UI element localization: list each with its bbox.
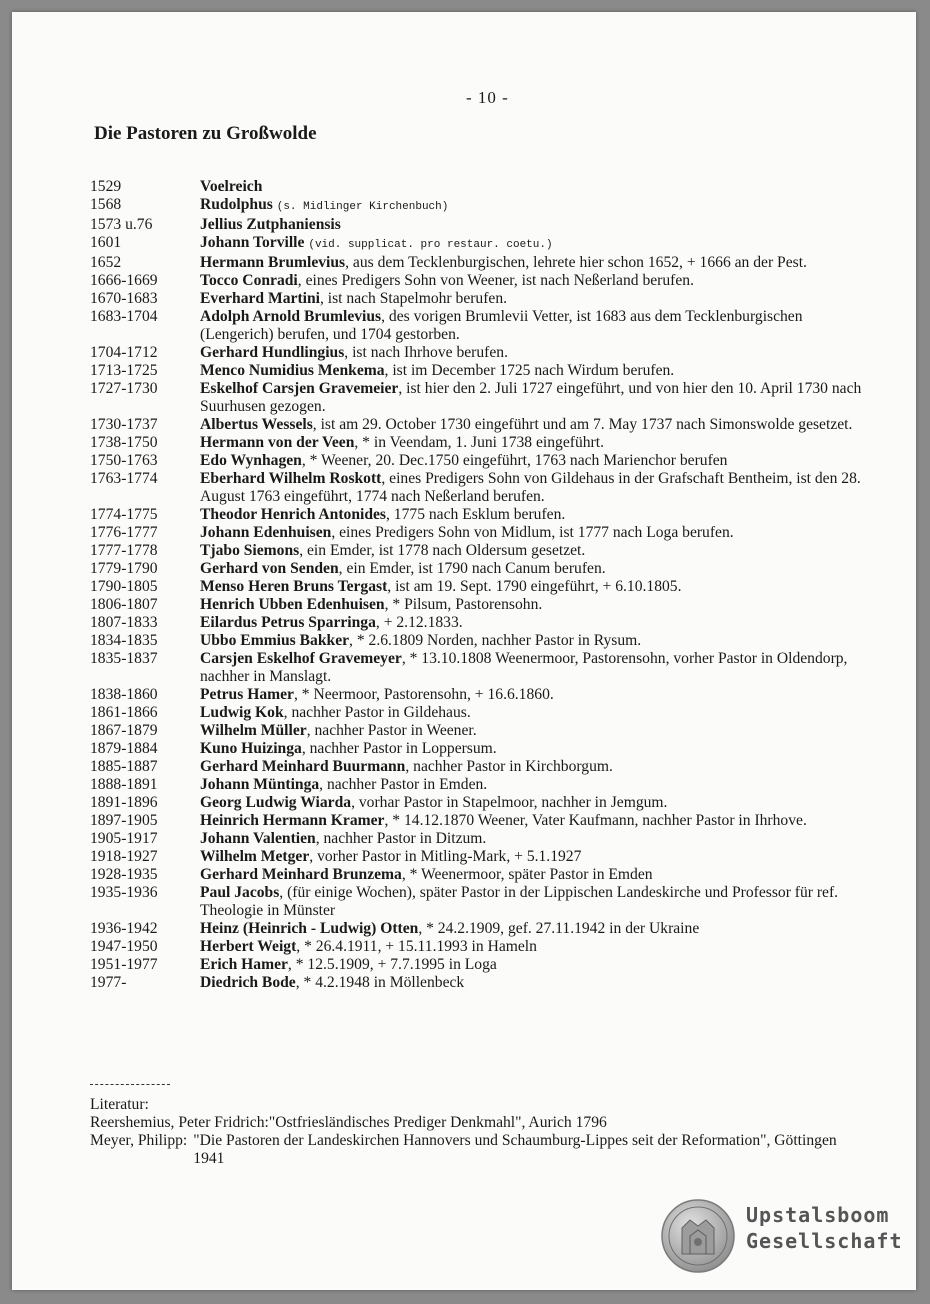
pastor-name: Johann Valentien xyxy=(200,830,316,847)
pastor-name: Adolph Arnold Brumlevius xyxy=(200,308,382,325)
pastor-name: Albertus Wessels xyxy=(200,416,313,433)
pastor-entry xyxy=(90,920,870,938)
pastor-name: Gerhard Meinhard Brunzema xyxy=(200,866,402,883)
document-page xyxy=(12,12,916,1290)
pastor-list xyxy=(90,178,870,992)
entry-text xyxy=(200,416,870,434)
pastor-entry xyxy=(90,272,870,290)
pastor-name: Voelreich xyxy=(200,178,263,195)
pastor-name: Kuno Huizinga xyxy=(200,740,302,757)
seal-icon xyxy=(660,1198,736,1274)
pastor-name: Wilhelm Müller xyxy=(200,722,307,739)
entry-text xyxy=(200,938,870,956)
entry-text xyxy=(200,272,870,290)
pastor-name: Johann Edenhuisen xyxy=(200,524,332,541)
pastor-name: Menco Numidius Menkema xyxy=(200,362,385,379)
entry-years: 1730-1737 xyxy=(90,416,158,433)
entry-text xyxy=(200,578,870,596)
entry-description: , * 13.10.1808 Weenermoor, Pastorensohn, vorher Pastor in Oldendorp, nachher in Manslagt. xyxy=(200,650,848,685)
pastor-entry xyxy=(90,506,870,524)
entry-years: 1891-1896 xyxy=(90,794,158,811)
entry-description: , vorhar Pastor in Stapelmoor, nachher in Jemgum. xyxy=(351,794,668,811)
entry-years: 1935-1936 xyxy=(90,884,158,901)
pastor-entry xyxy=(90,776,870,794)
entry-description: , nachher Pastor in Gildehaus. xyxy=(283,704,471,721)
pastor-name: Wilhelm Metger xyxy=(200,848,310,865)
pastor-name: Eberhard Wilhelm Roskott xyxy=(200,470,382,487)
entry-text xyxy=(200,848,870,866)
logo-line-1: Upstalsboom xyxy=(746,1203,890,1227)
pastor-name: Menso Heren Bruns Tergast xyxy=(200,578,388,595)
pastor-name: Georg Ludwig Wiarda xyxy=(200,794,352,811)
entry-text xyxy=(200,560,870,578)
pastor-entry xyxy=(90,290,870,308)
pastor-entry xyxy=(90,740,870,758)
pastor-name: Gerhard von Senden xyxy=(200,560,339,577)
entry-description: , * Neermoor, Pastorensohn, + 16.6.1860. xyxy=(293,686,554,703)
pastor-name: Heinz (Heinrich - Ludwig) Otten xyxy=(200,920,419,937)
entry-text xyxy=(200,866,870,884)
entry-description: , + 2.12.1833. xyxy=(375,614,463,631)
entry-text xyxy=(200,722,870,740)
pastor-entry xyxy=(90,560,870,578)
entry-text xyxy=(200,686,870,704)
pastor-entry xyxy=(90,722,870,740)
entry-description: , nachher Pastor in Weener. xyxy=(306,722,477,739)
reference-item xyxy=(90,1114,870,1132)
entry-text xyxy=(200,524,870,542)
entry-years: 1774-1775 xyxy=(90,506,158,523)
pastor-entry xyxy=(90,524,870,542)
entry-years: 1835-1837 xyxy=(90,650,158,667)
entry-years: 1652 xyxy=(90,254,122,271)
pastor-entry xyxy=(90,650,870,686)
entry-description: , aus dem Tecklenburgischen, lehrete hier schon 1652, + 1666 an der Pest. xyxy=(345,254,807,271)
entry-description: , ein Emder, ist 1790 nach Canum berufen. xyxy=(338,560,606,577)
entry-years: 1905-1917 xyxy=(90,830,158,847)
pastor-entry xyxy=(90,470,870,506)
entry-description: , ist nach Stapelmohr berufen. xyxy=(319,290,508,307)
entry-years: 1834-1835 xyxy=(90,632,158,649)
pastor-name: Heinrich Hermann Kramer xyxy=(200,812,385,829)
pastor-name: Theodor Henrich Antonides xyxy=(200,506,386,523)
entry-description: , * in Veendam, 1. Juni 1738 eingeführt. xyxy=(354,434,604,451)
pastor-entry xyxy=(90,434,870,452)
entry-years: 1936-1942 xyxy=(90,920,158,937)
literature-heading: Literatur: xyxy=(90,1096,149,1113)
entry-text xyxy=(200,776,870,794)
pastor-entry xyxy=(90,596,870,614)
entry-description: , des vorigen Brumlevii Vetter, ist 1683 aus dem Tecklenburgischen (Lengerich) berufen, und 1704 gestorben. xyxy=(200,308,803,343)
entry-description: , ist hier den 2. Juli 1727 eingeführt, und von hier den 10. April 1730 nach Suurhusen gezogen. xyxy=(200,380,862,415)
pastor-entry xyxy=(90,344,870,362)
entry-description: , * 14.12.1870 Weener, Vater Kaufmann, nachher Pastor in Ihrhove. xyxy=(384,812,807,829)
entry-years: 1807-1833 xyxy=(90,614,158,631)
pastor-entry xyxy=(90,362,870,380)
pastor-name: Erich Hamer xyxy=(200,956,288,973)
entry-years: 1713-1725 xyxy=(90,362,158,379)
entry-years: 1568 xyxy=(90,196,122,213)
pastor-name: Johann Torville xyxy=(200,234,305,251)
reference-author: Meyer, Philipp: xyxy=(90,1132,188,1149)
pastor-entry xyxy=(90,974,870,992)
entry-text xyxy=(200,542,870,560)
page-number: - 10 - xyxy=(466,88,509,107)
pastor-name: Rudolphus xyxy=(200,196,273,213)
entry-years: 1888-1891 xyxy=(90,776,158,793)
pastor-name: Eskelhof Carsjen Gravemeier xyxy=(200,380,399,397)
pastor-name: Herbert Weigt xyxy=(200,938,297,955)
entry-description: , ist im December 1725 nach Wirdum berufen. xyxy=(384,362,675,379)
pastor-entry xyxy=(90,380,870,416)
reference-item xyxy=(90,1132,870,1168)
entry-years: 1918-1927 xyxy=(90,848,158,865)
pastor-entry xyxy=(90,704,870,722)
pastor-entry xyxy=(90,178,870,196)
entry-description: , nachher Pastor in Kirchborgum. xyxy=(405,758,613,775)
entry-description: , * 24.2.1909, gef. 27.11.1942 in der Ukraine xyxy=(418,920,700,937)
entry-text xyxy=(200,452,870,470)
pastor-name: Hermann Brumlevius xyxy=(200,254,346,271)
pastor-name: Tocco Conradi xyxy=(200,272,298,289)
entry-description: , * 2.6.1809 Norden, nachher Pastor in Rysum. xyxy=(349,632,642,649)
entry-years: 1573 u.76 xyxy=(90,216,153,233)
pastor-name: Jellius Zutphaniensis xyxy=(200,216,341,233)
entry-description: , * 26.4.1911, + 15.11.1993 in Hameln xyxy=(296,938,537,955)
pastor-name: Gerhard Hundlingius xyxy=(200,344,345,361)
entry-text xyxy=(200,632,870,650)
entry-text xyxy=(200,884,870,920)
reference-title: "Ostfriesländisches Prediger Denkmahl", Aurich 1796 xyxy=(268,1114,607,1131)
entry-text xyxy=(200,974,870,992)
entry-text xyxy=(200,830,870,848)
entry-years: 1666-1669 xyxy=(90,272,158,289)
pastor-name: Eilardus Petrus Sparringa xyxy=(200,614,376,631)
entry-description: , * Weener, 20. Dec.1750 eingeführt, 1763 nach Marienchor berufen xyxy=(301,452,728,469)
pastor-entry xyxy=(90,938,870,956)
pastor-entry xyxy=(90,416,870,434)
page-title: Die Pastoren zu Großwolde xyxy=(94,123,317,144)
entry-description: , * Pilsum, Pastorensohn. xyxy=(384,596,543,613)
entry-years: 1928-1935 xyxy=(90,866,158,883)
pastor-entry xyxy=(90,196,870,216)
entry-note: (s. Midlinger Kirchenbuch) xyxy=(276,201,449,213)
entry-years: 1790-1805 xyxy=(90,578,158,595)
entry-text xyxy=(200,380,870,416)
entry-text xyxy=(200,506,870,524)
entry-years: 1738-1750 xyxy=(90,434,158,451)
separator-line xyxy=(90,1084,170,1086)
entry-text xyxy=(200,758,870,776)
pastor-name: Gerhard Meinhard Buurmann xyxy=(200,758,406,775)
pastor-name: Ubbo Emmius Bakker xyxy=(200,632,350,649)
entry-text xyxy=(200,178,870,196)
entry-years: 1879-1884 xyxy=(90,740,158,757)
entry-years: 1861-1866 xyxy=(90,704,158,721)
entry-years: 1838-1860 xyxy=(90,686,158,703)
pastor-entry xyxy=(90,578,870,596)
pastor-name: Tjabo Siemons xyxy=(200,542,300,559)
entry-years: 1727-1730 xyxy=(90,380,158,397)
entry-text xyxy=(200,344,870,362)
literature-section xyxy=(90,1084,870,1168)
entry-description: , ist am 19. Sept. 1790 eingeführt, + 6.10.1805. xyxy=(387,578,682,595)
pastor-name: Petrus Hamer xyxy=(200,686,294,703)
entry-text xyxy=(200,254,870,272)
entry-text xyxy=(200,216,870,234)
entry-years: 1704-1712 xyxy=(90,344,158,361)
entry-years: 1885-1887 xyxy=(90,758,158,775)
entry-text xyxy=(200,596,870,614)
logo-text xyxy=(746,1202,903,1254)
entry-description: , eines Predigers Sohn von Weener, ist nach Neßerland berufen. xyxy=(297,272,694,289)
entry-text xyxy=(200,196,870,216)
pastor-entry xyxy=(90,216,870,234)
pastor-entry xyxy=(90,234,870,254)
entry-years: 1867-1879 xyxy=(90,722,158,739)
pastor-name: Paul Jacobs xyxy=(200,884,280,901)
pastor-entry xyxy=(90,452,870,470)
entry-description: , * 4.2.1948 in Möllenbeck xyxy=(295,974,465,991)
entry-text xyxy=(200,920,870,938)
entry-text xyxy=(200,812,870,830)
pastor-name: Everhard Martini xyxy=(200,290,320,307)
entry-text xyxy=(200,362,870,380)
entry-years: 1806-1807 xyxy=(90,596,158,613)
entry-text xyxy=(200,308,870,344)
pastor-name: Hermann von der Veen xyxy=(200,434,355,451)
pastor-name: Edo Wynhagen xyxy=(200,452,302,469)
entry-years: 1529 xyxy=(90,178,122,195)
entry-description: , * 12.5.1909, + 7.7.1995 in Loga xyxy=(287,956,497,973)
entry-years: 1683-1704 xyxy=(90,308,158,325)
pastor-entry xyxy=(90,254,870,272)
entry-years: 1601 xyxy=(90,234,122,251)
pastor-entry xyxy=(90,308,870,344)
pastor-entry xyxy=(90,686,870,704)
entry-description: , 1775 nach Esklum berufen. xyxy=(386,506,566,523)
entry-text xyxy=(200,290,870,308)
entry-years: 1763-1774 xyxy=(90,470,158,487)
reference-author: Reershemius, Peter Fridrich: xyxy=(90,1114,269,1131)
entry-note: (vid. supplicat. pro restaur. coetu.) xyxy=(308,239,553,251)
pastor-name: Diedrich Bode xyxy=(200,974,296,991)
entry-years: 1776-1777 xyxy=(90,524,158,541)
pastor-entry xyxy=(90,884,870,920)
reference-title: "Die Pastoren der Landeskirchen Hannovers und Schaumburg-Lippes seit der Reformation", Göttingen 1941 xyxy=(193,1132,837,1167)
entry-description: , nachher Pastor in Ditzum. xyxy=(315,830,487,847)
entry-description: , * Weenermoor, später Pastor in Emden xyxy=(401,866,653,883)
entry-years: 1750-1763 xyxy=(90,452,158,469)
pastor-name: Carsjen Eskelhof Gravemeyer xyxy=(200,650,402,667)
society-logo xyxy=(660,1198,903,1278)
entry-description: , ein Emder, ist 1778 nach Oldersum gesetzet. xyxy=(299,542,586,559)
pastor-entry xyxy=(90,866,870,884)
entry-text xyxy=(200,234,870,254)
entry-years: 1977- xyxy=(90,974,127,991)
entry-text xyxy=(200,470,870,506)
pastor-entry xyxy=(90,614,870,632)
entry-text xyxy=(200,614,870,632)
entry-years: 1947-1950 xyxy=(90,938,158,955)
entry-description: , eines Predigers Sohn von Midlum, ist 1777 nach Loga berufen. xyxy=(331,524,734,541)
entry-text xyxy=(200,956,870,974)
entry-text xyxy=(200,794,870,812)
entry-years: 1897-1905 xyxy=(90,812,158,829)
pastor-entry xyxy=(90,794,870,812)
entry-years: 1779-1790 xyxy=(90,560,158,577)
pastor-entry xyxy=(90,632,870,650)
entry-text xyxy=(200,740,870,758)
entry-description: , eines Predigers Sohn von Gildehaus in der Grafschaft Bentheim, ist den 28. August 1763 eingeführt, 1774 nach Neßerland berufen. xyxy=(200,470,861,505)
pastor-name: Henrich Ubben Edenhuisen xyxy=(200,596,385,613)
pastor-entry xyxy=(90,956,870,974)
entry-text xyxy=(200,650,870,686)
entry-description: , ist am 29. October 1730 eingeführt und am 7. May 1737 nach Simonswolde gesetzet. xyxy=(312,416,853,433)
entry-description: , nachher Pastor in Emden. xyxy=(319,776,488,793)
entry-description: , ist nach Ihrhove berufen. xyxy=(344,344,508,361)
entry-description: , nachher Pastor in Loppersum. xyxy=(301,740,497,757)
entry-years: 1951-1977 xyxy=(90,956,158,973)
logo-line-2: Gesellschaft xyxy=(746,1229,903,1253)
entry-years: 1670-1683 xyxy=(90,290,158,307)
entry-years: 1777-1778 xyxy=(90,542,158,559)
pastor-entry xyxy=(90,542,870,560)
entry-text xyxy=(200,704,870,722)
entry-description: , (für einige Wochen), später Pastor in der Lippischen Landeskirche und Professor für ref. Theologie in Münster xyxy=(200,884,839,919)
pastor-name: Ludwig Kok xyxy=(200,704,284,721)
pastor-entry xyxy=(90,848,870,866)
pastor-entry xyxy=(90,758,870,776)
pastor-entry xyxy=(90,812,870,830)
entry-description: , vorher Pastor in Mitling-Mark, + 5.1.1927 xyxy=(309,848,582,865)
pastor-name: Johann Müntinga xyxy=(200,776,320,793)
pastor-entry xyxy=(90,830,870,848)
entry-text xyxy=(200,434,870,452)
